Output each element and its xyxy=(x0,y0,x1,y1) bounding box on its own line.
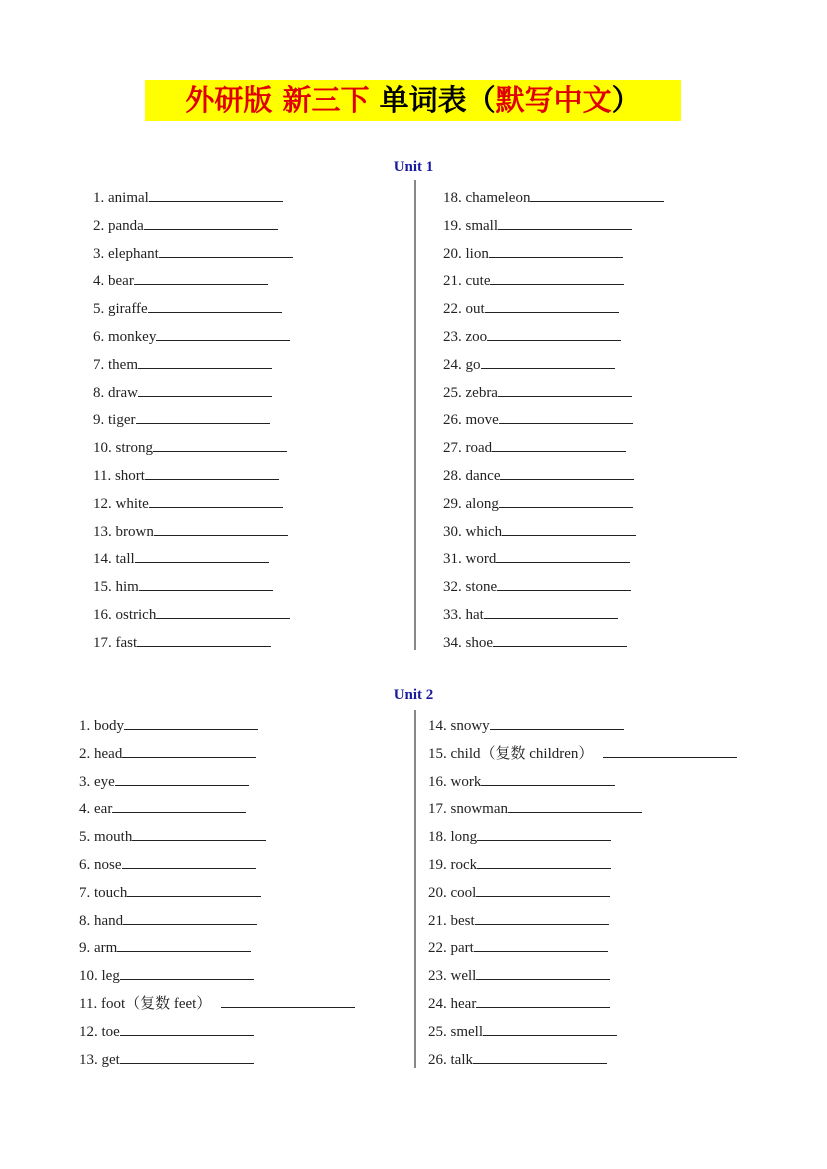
word-label: 18. chameleon xyxy=(443,190,531,206)
word-item xyxy=(443,326,664,354)
word-label: 4. bear xyxy=(93,273,134,290)
answer-blank[interactable] xyxy=(498,382,632,397)
word-item xyxy=(79,715,355,743)
word-item xyxy=(443,243,664,271)
answer-blank[interactable] xyxy=(122,743,256,758)
word-label: 20. lion xyxy=(443,245,489,262)
column-divider xyxy=(414,180,416,650)
answer-blank[interactable] xyxy=(148,298,282,313)
answer-blank[interactable] xyxy=(474,937,608,952)
answer-blank[interactable] xyxy=(122,854,256,869)
word-label: 21. best xyxy=(428,912,475,929)
word-item xyxy=(443,437,664,465)
answer-blank[interactable] xyxy=(138,382,272,397)
word-label: 34. shoe xyxy=(443,634,493,651)
word-label: 14. tall xyxy=(93,551,135,568)
word-item xyxy=(93,632,293,660)
title-paren: ） xyxy=(611,83,641,117)
word-item xyxy=(93,298,293,326)
word-label: 23. zoo xyxy=(443,328,488,345)
answer-blank[interactable] xyxy=(124,715,258,730)
word-item xyxy=(79,854,355,882)
answer-blank[interactable] xyxy=(487,326,621,341)
word-label: 23. well xyxy=(428,968,477,985)
word-label: 2. panda xyxy=(93,217,144,234)
word-item xyxy=(428,743,737,771)
word-label: 1. animal xyxy=(93,190,149,206)
word-label: 28. dance xyxy=(443,467,501,484)
answer-blank[interactable] xyxy=(490,715,624,730)
word-item xyxy=(428,771,737,799)
word-label: 13. brown xyxy=(93,523,154,540)
answer-blank[interactable] xyxy=(117,937,251,952)
word-label: 8. hand xyxy=(79,912,124,929)
answer-blank[interactable] xyxy=(149,187,283,202)
word-item xyxy=(93,604,293,632)
word-label: 13. get xyxy=(79,1051,120,1068)
word-label: 25. zebra xyxy=(443,384,498,401)
answer-blank[interactable] xyxy=(499,409,633,424)
word-label: 32. stone xyxy=(443,579,498,596)
answer-blank[interactable] xyxy=(156,604,290,619)
word-label: 17. snowman xyxy=(428,801,508,818)
answer-blank[interactable] xyxy=(481,354,615,369)
word-item xyxy=(93,326,293,354)
answer-blank[interactable] xyxy=(135,548,269,563)
answer-blank[interactable] xyxy=(483,1021,617,1036)
word-label: 26. talk xyxy=(428,1051,473,1068)
word-item xyxy=(79,771,355,799)
word-item xyxy=(443,187,664,215)
word-item xyxy=(428,965,737,993)
word-item xyxy=(443,632,664,660)
word-label: 12. white xyxy=(93,495,149,512)
word-item xyxy=(443,215,664,243)
answer-blank[interactable] xyxy=(477,826,611,841)
word-item xyxy=(443,298,664,326)
word-item xyxy=(79,798,355,826)
unit-2-heading: Unit 2 xyxy=(393,687,434,703)
answer-blank[interactable] xyxy=(115,771,249,786)
word-item xyxy=(93,465,293,493)
word-item xyxy=(79,1021,355,1049)
word-item xyxy=(93,548,293,576)
answer-blank[interactable] xyxy=(144,215,278,230)
word-item xyxy=(443,521,664,549)
word-label: 15. child（复数 children） xyxy=(428,745,594,762)
word-item xyxy=(428,715,737,743)
word-label: 4. ear xyxy=(79,801,113,818)
answer-blank[interactable] xyxy=(499,493,633,508)
answer-blank[interactable] xyxy=(481,771,615,786)
unit-2-left-column xyxy=(79,715,355,1076)
word-item xyxy=(443,465,664,493)
answer-blank[interactable] xyxy=(221,993,355,1008)
word-label: 16. work xyxy=(428,773,482,790)
word-label: 25. smell xyxy=(428,1023,483,1040)
answer-blank[interactable] xyxy=(473,1049,607,1064)
answer-blank[interactable] xyxy=(603,743,737,758)
answer-blank[interactable] xyxy=(120,1021,254,1036)
word-label: 18. long xyxy=(428,829,478,846)
title-dictation: 默写中文 xyxy=(495,83,612,117)
answer-blank[interactable] xyxy=(137,632,271,647)
word-label: 5. mouth xyxy=(79,829,133,846)
answer-blank[interactable] xyxy=(156,326,290,341)
column-divider xyxy=(414,710,416,1068)
word-label: 6. monkey xyxy=(93,328,157,345)
answer-blank[interactable] xyxy=(500,465,634,480)
word-label: 10. leg xyxy=(79,968,120,985)
word-item xyxy=(428,854,737,882)
word-label: 14. snowy xyxy=(428,718,490,734)
word-label: 15. him xyxy=(93,579,139,596)
word-label: 26. move xyxy=(443,412,499,429)
word-label: 20. cool xyxy=(428,884,477,901)
word-item xyxy=(443,270,664,298)
answer-blank[interactable] xyxy=(485,298,619,313)
word-label: 21. cute xyxy=(443,273,491,290)
word-item xyxy=(443,382,664,410)
word-item xyxy=(93,243,293,271)
answer-blank[interactable] xyxy=(476,993,610,1008)
word-label: 5. giraffe xyxy=(93,301,148,318)
answer-blank[interactable] xyxy=(489,243,623,258)
answer-blank[interactable] xyxy=(159,243,293,258)
answer-blank[interactable] xyxy=(149,493,283,508)
word-item xyxy=(93,215,293,243)
answer-blank[interactable] xyxy=(496,548,630,563)
word-label: 19. rock xyxy=(428,856,478,873)
word-item xyxy=(93,187,293,215)
word-label: 24. go xyxy=(443,356,481,373)
word-item xyxy=(428,910,737,938)
answer-blank[interactable] xyxy=(475,910,609,925)
answer-blank[interactable] xyxy=(153,437,287,452)
answer-blank[interactable] xyxy=(123,910,257,925)
word-label: 8. draw xyxy=(93,384,138,401)
word-item xyxy=(428,882,737,910)
word-item xyxy=(93,382,293,410)
word-label: 3. elephant xyxy=(93,245,159,262)
title-word-list: 单词表（ xyxy=(379,83,496,117)
word-label: 29. along xyxy=(443,495,499,512)
answer-blank[interactable] xyxy=(502,521,636,536)
word-item xyxy=(443,493,664,521)
word-label: 2. head xyxy=(79,745,123,762)
answer-blank[interactable] xyxy=(498,215,632,230)
word-label: 11. foot（复数 feet） xyxy=(79,995,212,1012)
word-label: 10. strong xyxy=(93,440,153,457)
word-item xyxy=(93,493,293,521)
word-label: 7. touch xyxy=(79,884,128,901)
word-label: 31. word xyxy=(443,551,497,568)
answer-blank[interactable] xyxy=(477,854,611,869)
word-label: 9. arm xyxy=(79,940,118,957)
word-label: 12. toe xyxy=(79,1023,120,1040)
unit-1-left-column xyxy=(93,187,293,660)
word-item xyxy=(428,798,737,826)
answer-blank[interactable] xyxy=(138,354,272,369)
word-label: 16. ostrich xyxy=(93,606,157,623)
word-label: 24. hear xyxy=(428,995,477,1012)
word-item xyxy=(93,354,293,382)
answer-blank[interactable] xyxy=(134,270,268,285)
word-item xyxy=(79,826,355,854)
answer-blank[interactable] xyxy=(484,604,618,619)
answer-blank[interactable] xyxy=(492,437,626,452)
answer-blank[interactable] xyxy=(490,270,624,285)
word-item xyxy=(93,576,293,604)
word-item xyxy=(428,826,737,854)
title-publisher-grade: 外研版 新三下 xyxy=(185,83,370,117)
word-item xyxy=(93,521,293,549)
word-label: 27. road xyxy=(443,440,493,457)
answer-blank[interactable] xyxy=(530,187,664,202)
word-label: 11. short xyxy=(93,467,145,484)
word-item xyxy=(79,910,355,938)
answer-blank[interactable] xyxy=(136,409,270,424)
answer-blank[interactable] xyxy=(120,1049,254,1064)
answer-blank[interactable] xyxy=(154,521,288,536)
word-item xyxy=(428,937,737,965)
answer-blank[interactable] xyxy=(476,882,610,897)
answer-blank[interactable] xyxy=(139,576,273,591)
word-item xyxy=(428,993,737,1021)
word-item xyxy=(428,1021,737,1049)
word-item xyxy=(79,965,355,993)
answer-blank[interactable] xyxy=(120,965,254,980)
answer-blank[interactable] xyxy=(112,798,246,813)
word-item xyxy=(79,1049,355,1077)
answer-blank[interactable] xyxy=(127,882,261,897)
answer-blank[interactable] xyxy=(508,798,642,813)
word-label: 17. fast xyxy=(93,634,138,651)
unit-2-right-column xyxy=(428,715,737,1076)
page-title xyxy=(145,80,681,121)
word-label: 7. them xyxy=(93,356,138,373)
word-item xyxy=(443,354,664,382)
answer-blank[interactable] xyxy=(476,965,610,980)
word-item xyxy=(79,937,355,965)
answer-blank[interactable] xyxy=(132,826,266,841)
word-item xyxy=(93,437,293,465)
word-item xyxy=(443,409,664,437)
word-label: 3. eye xyxy=(79,773,115,790)
word-label: 33. hat xyxy=(443,606,484,623)
word-item xyxy=(428,1049,737,1077)
word-label: 30. which xyxy=(443,523,503,540)
word-item xyxy=(79,993,355,1021)
answer-blank[interactable] xyxy=(497,576,631,591)
word-label: 22. out xyxy=(443,301,485,318)
word-label: 6. nose xyxy=(79,856,122,873)
unit-1-right-column xyxy=(443,187,664,660)
word-item xyxy=(443,576,664,604)
word-item xyxy=(443,548,664,576)
word-item xyxy=(79,882,355,910)
word-item xyxy=(93,409,293,437)
word-label: 22. part xyxy=(428,940,474,957)
word-item xyxy=(443,604,664,632)
word-label: 9. tiger xyxy=(93,412,136,429)
word-item xyxy=(93,270,293,298)
answer-blank[interactable] xyxy=(145,465,279,480)
word-label: 1. body xyxy=(79,718,124,734)
word-label: 19. small xyxy=(443,217,498,234)
answer-blank[interactable] xyxy=(493,632,627,647)
unit-1-heading: Unit 1 xyxy=(393,159,434,175)
word-item xyxy=(79,743,355,771)
